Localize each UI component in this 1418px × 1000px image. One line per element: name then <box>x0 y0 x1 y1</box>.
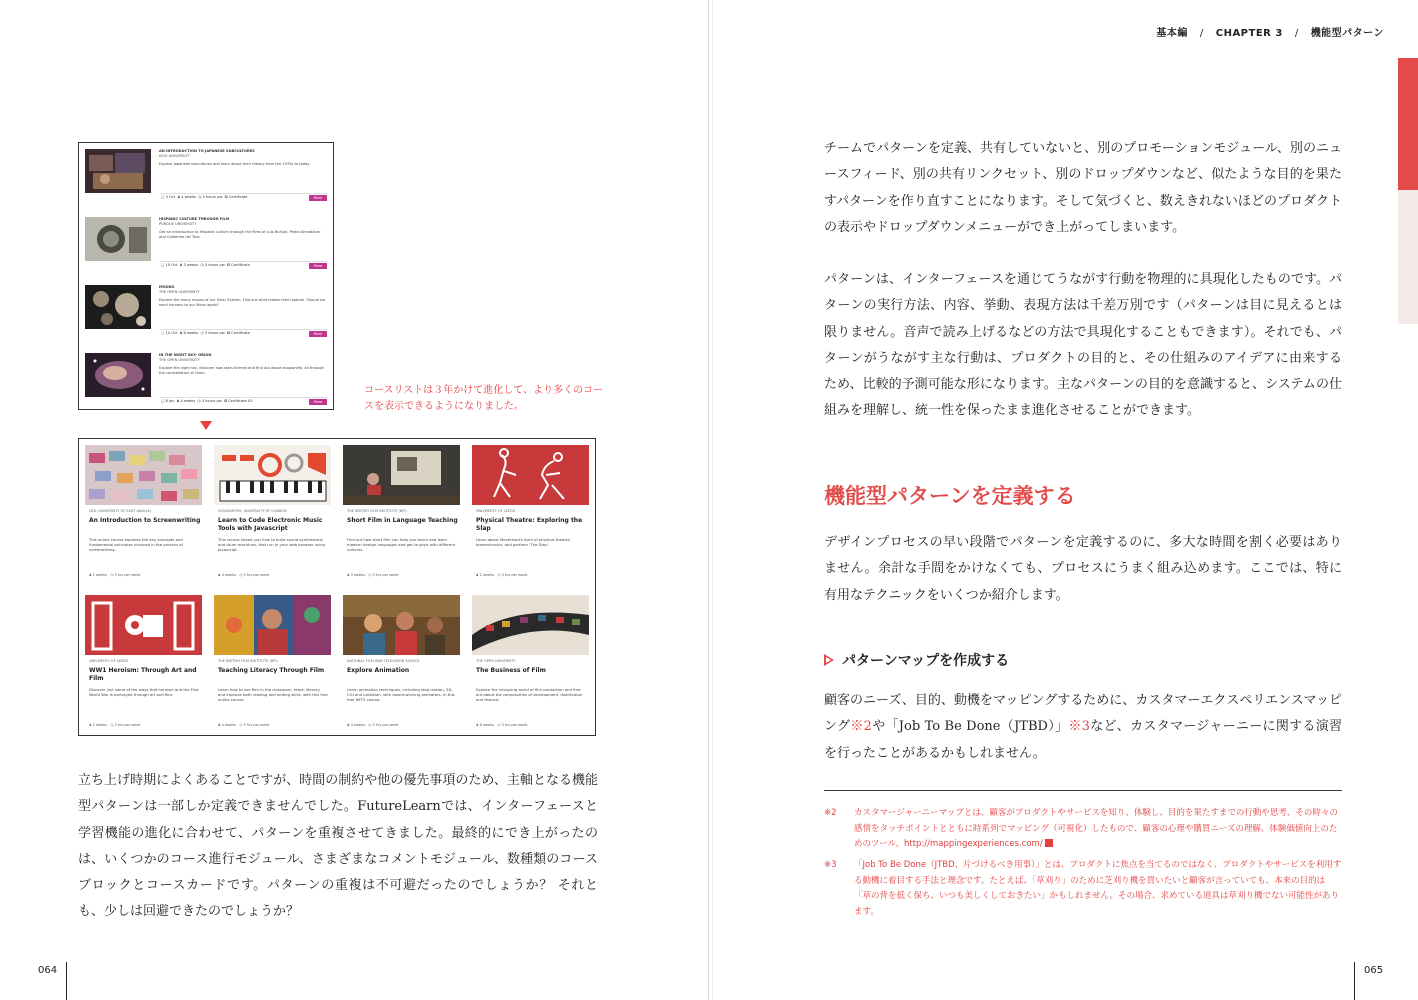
card-footer: ⧗ 4 weeks ◷ 3 hrs per week <box>218 723 270 727</box>
course-card[interactable] <box>214 445 331 585</box>
card-title: Learn to Code Electronic Music Tools with Javascript <box>218 517 323 532</box>
card-effort: 3 hrs per week <box>501 573 528 577</box>
course-footer <box>159 193 327 202</box>
course-card[interactable] <box>343 445 460 585</box>
course-thumbnail-image <box>85 149 151 193</box>
footnote-rule <box>824 790 1342 791</box>
card-title: WW1 Heroism: Through Art and Film <box>89 667 197 682</box>
subsection-heading-text: パターンマップを作成する <box>842 653 1010 669</box>
card-title: Physical Theatre: Exploring the Slap <box>476 517 583 532</box>
course-meta <box>159 217 327 240</box>
course-title: MOONS <box>159 285 175 289</box>
course-footer <box>159 329 327 338</box>
course-description: Get an introduction to Hispanic culture through the films of Luis Buñuel, Pedro Almodóvar and Guillermo del Toro. <box>159 230 321 239</box>
card-duration: 4 weeks <box>221 723 236 727</box>
course-facts: ▢ 8 Jan ⧗ 4 weeks ◷ 3 hours pw ✪ Certificate £0 <box>161 399 253 403</box>
course-facts: ▢ 3 Oct ⧗ 4 weeks ◷ 4 hours pw ✪ Certificate <box>161 195 248 199</box>
course-card[interactable] <box>85 595 202 735</box>
footnote-text <box>854 806 1342 853</box>
course-badge: Certificate <box>231 331 250 335</box>
card-effort: 3 hrs per week <box>114 573 141 577</box>
course-university: THE OPEN UNIVERSITY <box>159 358 200 362</box>
course-card-image <box>85 595 202 655</box>
card-effort: 3 hrs per week <box>501 723 528 727</box>
external-link-icon[interactable] <box>1045 839 1053 847</box>
course-list-item <box>85 145 329 205</box>
left-body-paragraph: 立ち上げ時期によくあることですが、時間の制約や他の優先事項のため、主軸となる機能型パターンは一部しか定義できませんでした。FutureLearnでは、インターフェースと学習機能の進化に合わせて、パターンを重複させてきました。最終的にでき上がったのは、いくつかのコース進行モジュール、さまざまなコメントモジュール、数種類のコースブロックとコースカードです。パターンの重複は不可避だったのでしょうか？ それとも、少しは回避できたのでしょうか？ <box>78 773 598 920</box>
course-facts: ▢ 10 Oct ⧗ 8 weeks ◷ 3 hours pw ✪ Certificate <box>161 331 250 335</box>
course-card-image <box>85 445 202 505</box>
course-duration: 8 weeks <box>183 331 199 335</box>
card-university: UNIVERSITY OF LEEDS <box>89 659 129 663</box>
course-meta <box>159 149 327 167</box>
course-description: Explore Japanese subcultures and learn about their history from the 1970s to today. <box>159 162 311 166</box>
course-card-image <box>472 445 589 505</box>
card-description: Learn about Meyerhold's form of physical theatre, biomechanics, and perform 'The Slap'. <box>476 537 571 548</box>
card-description: This course shows you how to build sound synthesizers and drum machines, that run in your web browser using Javascript. <box>218 537 325 553</box>
card-footer: ⧗ 4 weeks ◷ 3 hrs per week <box>347 723 399 727</box>
card-footer: ⧗ 4 weeks ◷ 3 hrs per week <box>218 573 270 577</box>
page-number-rule <box>1354 962 1355 1000</box>
more-button[interactable]: More <box>309 195 327 201</box>
paragraph-text: など、カスタマージャーニーに関する演習を行ったことがあるかもしれません。 <box>824 719 1343 761</box>
card-description: Learn animation techniques, including stop motion, 2D, CGI and pixilation, with award-winning animators, in this free NFTS course. <box>347 687 455 703</box>
card-duration: 6 weeks <box>479 723 494 727</box>
card-description: This online course explores the key concepts and fundamental principles involved in the process of screenwriting. <box>89 537 183 553</box>
course-duration: 4 weeks <box>181 195 196 199</box>
running-head-part: 基本編 <box>1156 28 1188 39</box>
card-university: NATIONAL FILM AND TELEVISION SCHOOL <box>347 659 421 663</box>
course-university: KEIO UNIVERSITY <box>159 154 190 158</box>
running-head-chapter: CHAPTER 3 <box>1215 28 1283 39</box>
old-course-list-screenshot <box>78 142 334 410</box>
card-title: An Introduction to Screenwriting <box>89 517 201 524</box>
course-card-image <box>214 445 331 505</box>
course-duration: 3 weeks <box>183 263 199 267</box>
running-head-section: 機能型パターン <box>1310 28 1384 39</box>
evolution-arrow <box>200 421 212 430</box>
card-effort: 3 hrs per week <box>243 573 270 577</box>
course-badge: Certificate <box>231 263 250 267</box>
course-badge: Certificate <box>228 195 248 199</box>
card-university: UNIVERSITY OF LEEDS <box>476 509 516 513</box>
figure-callout: コースリストは３年かけて進化して、より多くのコースを表示できるようになりました。 <box>364 385 604 412</box>
course-card[interactable] <box>85 445 202 585</box>
card-duration: 4 weeks <box>221 573 236 577</box>
course-list-item <box>85 349 329 409</box>
card-duration: 2 weeks <box>92 723 107 727</box>
card-footer: ⧗ 2 weeks ◷ 3 hrs per week <box>89 723 141 727</box>
paragraph-text: 顧客のニーズ、目的、動機をマッピングするために、カスタマーエクスペリエンスマッピング <box>824 693 1342 735</box>
card-title: Short Film in Language Teaching <box>347 517 458 524</box>
footnote-ref-3[interactable]: ※3 <box>1068 719 1090 735</box>
course-card-image <box>472 595 589 655</box>
card-effort: 3 hrs per week <box>372 573 399 577</box>
course-thumbnail-image <box>85 217 151 261</box>
chapter-tab-shade <box>1398 190 1418 324</box>
new-course-cards-screenshot <box>78 438 596 736</box>
course-description: Explore the night sky, discover how stars formed and find out about exoplanets, all through the constellation of Orion. <box>159 366 324 375</box>
page-gutter <box>708 0 709 1000</box>
card-description: Discover just some of the ways that heroism and the First World War is portrayed through art and film. <box>89 687 199 698</box>
footnote-mark: ※3 <box>824 860 837 870</box>
card-effort: 3 hrs per week <box>243 723 270 727</box>
course-university: PURDUE UNIVERSITY <box>159 222 197 226</box>
course-card[interactable] <box>343 595 460 735</box>
more-button[interactable]: More <box>309 263 327 269</box>
card-description: Learn how to use film in the classroom, teach literacy and improve both reading and writing skills, with this free online course. <box>218 687 328 703</box>
footnote-2 <box>824 806 1342 853</box>
course-university: THE OPEN UNIVERSITY <box>159 290 200 294</box>
course-description: Explore the many moons of our Solar System. Find out what makes them special. Should we send humans to our Moon again? <box>159 298 326 307</box>
running-head <box>1156 24 1384 39</box>
running-head-separator: / <box>1294 28 1299 39</box>
card-footer: ⧗ 2 weeks ◷ 3 hrs per week <box>89 573 141 577</box>
triangle-bullet-icon <box>824 654 834 666</box>
course-card[interactable] <box>472 445 589 585</box>
card-duration: 2 weeks <box>479 573 494 577</box>
card-description: Explore the intriguing world of film production and find out about the complexities of development, distribution and finance. <box>476 687 583 703</box>
footnote-3 <box>824 858 1342 920</box>
page-number-right: 065 <box>1364 965 1384 976</box>
footnote-mark: ※2 <box>824 808 837 818</box>
course-meta <box>159 285 327 308</box>
card-footer: ⧗ 2 weeks ◷ 3 hrs per week <box>476 573 528 577</box>
card-footer: ⧗ 6 weeks ◷ 3 hrs per week <box>476 723 528 727</box>
course-effort: 3 hours pw <box>204 263 225 267</box>
course-meta <box>159 353 327 376</box>
card-university: THE BRITISH FILM INSTITUTE (BFI) <box>218 659 278 663</box>
course-start: 10 Oct <box>165 263 178 267</box>
course-thumbnail-image <box>85 285 151 329</box>
course-start: 3 Oct <box>165 195 176 199</box>
card-university: UEA (UNIVERSITY OF EAST ANGLIA) <box>89 509 151 513</box>
footnote-text: 「Job To Be Done（JTBD、片づけるべき用事）」とは、プロダクトに焦点を当てるのではなく、プロダクトやサービスを利用する動機に着目する手法と理念です。たとえば、「草刈り」のために芝刈り機を買いたいと顧客が言っていても、本来の目的は「草の背を低く保ち、いつも美しくしておきたい」かもしれません。その場合、求めている道具は草刈り機でない可能性があります。 <box>854 860 1342 917</box>
card-university: THE OPEN UNIVERSITY <box>476 659 516 663</box>
page-gutter-shadow <box>712 0 713 1000</box>
card-title: Teaching Literacy Through Film <box>218 667 325 674</box>
subsection-heading <box>824 650 1009 670</box>
course-title: AN INTRODUCTION TO JAPANESE SUBCULTURES <box>159 149 255 153</box>
course-effort: 3 hours pw <box>201 399 222 403</box>
page-number-rule <box>66 962 67 1000</box>
card-university: GOLDSMITHS, UNIVERSITY OF LONDON <box>218 509 287 513</box>
chapter-tab-marker <box>1398 58 1418 190</box>
course-list-item <box>85 213 329 273</box>
course-start: 10 Oct <box>165 331 178 335</box>
course-badge: Certificate £0 <box>228 399 253 403</box>
card-university: THE BRITISH FILM INSTITUTE (BFI) <box>347 509 407 513</box>
course-effort: 4 hours pw <box>202 195 223 199</box>
card-title: Explore Animation <box>347 667 410 674</box>
running-head-separator: / <box>1199 28 1204 39</box>
course-card[interactable] <box>472 595 589 735</box>
card-duration: 3 weeks <box>350 573 365 577</box>
card-title: The Business of Film <box>476 667 546 674</box>
more-button[interactable]: More <box>309 399 327 405</box>
course-list-item <box>85 281 329 341</box>
card-effort: 3 hrs per week <box>114 723 141 727</box>
right-paragraph-2: パターンは、インターフェースを通じてうながす行動を物理的に具現化したものです。パターンの実行方法、内容、挙動、表現方法は千差万別です（パターンは目に見えるとは限りません。音声で読み上げるなどの方法で具現化することもできます）。それでも、パターンがうながす主な行動は、プロダクトの目的と、その仕組みのアイデアに由来するため、比較的予測可能な形になります。主なパターンの目的を意識すると、システムの仕組みを理解し、統一性を保ったまま進化させることができます。 <box>824 272 1342 419</box>
course-footer <box>159 397 327 406</box>
course-card[interactable] <box>214 595 331 735</box>
right-paragraph-1: チームでパターンを定義、共有していないと、別のプロモーションモジュール、別のニュースフィード、別の共有リンクセット、別のドロップダウンなど、似たような目的を果たすパターンを作り直すことになります。そして気づくと、数えきれないほどのプロダクトの表示やドロップダウンメニューができ上がってしまいます。 <box>824 141 1342 235</box>
course-thumbnail-image <box>85 353 151 397</box>
course-footer <box>159 261 327 270</box>
card-description: Find out how short film can help you teach and learn modern foreign languages and get to grips with different cultures. <box>347 537 456 553</box>
footnote-ref-2[interactable]: ※2 <box>850 719 872 735</box>
course-duration: 4 weeks <box>180 399 196 403</box>
more-button[interactable]: More <box>309 331 327 337</box>
card-effort: 3 hrs per week <box>372 723 399 727</box>
course-card-image <box>343 595 460 655</box>
course-title: HISPANIC CULTURE THROUGH FILM <box>159 217 230 221</box>
course-card-image <box>343 445 460 505</box>
course-start: 8 Jan <box>165 399 175 403</box>
page-number-left: 064 <box>38 965 58 976</box>
card-duration: 2 weeks <box>92 573 107 577</box>
course-effort: 3 hours pw <box>204 331 225 335</box>
course-facts: ▢ 10 Oct ⧗ 3 weeks ◷ 3 hours pw ✪ Certificate <box>161 263 250 267</box>
course-title: IN THE NIGHT SKY: ORION <box>159 353 212 357</box>
card-footer: ⧗ 3 weeks ◷ 3 hrs per week <box>347 573 399 577</box>
right-paragraph-4 <box>824 688 1342 767</box>
course-card-image <box>214 595 331 655</box>
paragraph-text: や「Job To Be Done（JTBD）」 <box>871 719 1069 735</box>
right-paragraph-3: デザインプロセスの早い段階でパターンを定義するのに、多大な時間を割く必要はありません。余計な手間をかけなくても、プロセスにうまく組み込めます。ここでは、特に有用なテクニックをいくつか紹介します。 <box>824 535 1342 603</box>
footnote-text-body: カスタマージャーニーマップとは、顧客がプロダクトやサービスを知り、体験し、目的を果たすまでの行動や思考、その時々の感情をタッチポイントとともに時系列でマッピング（可視化）したもので、顧客の心理や購買ニーズの理解、体験価値向上のためのツール。http://mappingexperiences.com/ <box>854 808 1338 849</box>
section-heading: 機能型パターンを定義する <box>824 484 1076 508</box>
card-duration: 4 weeks <box>350 723 365 727</box>
